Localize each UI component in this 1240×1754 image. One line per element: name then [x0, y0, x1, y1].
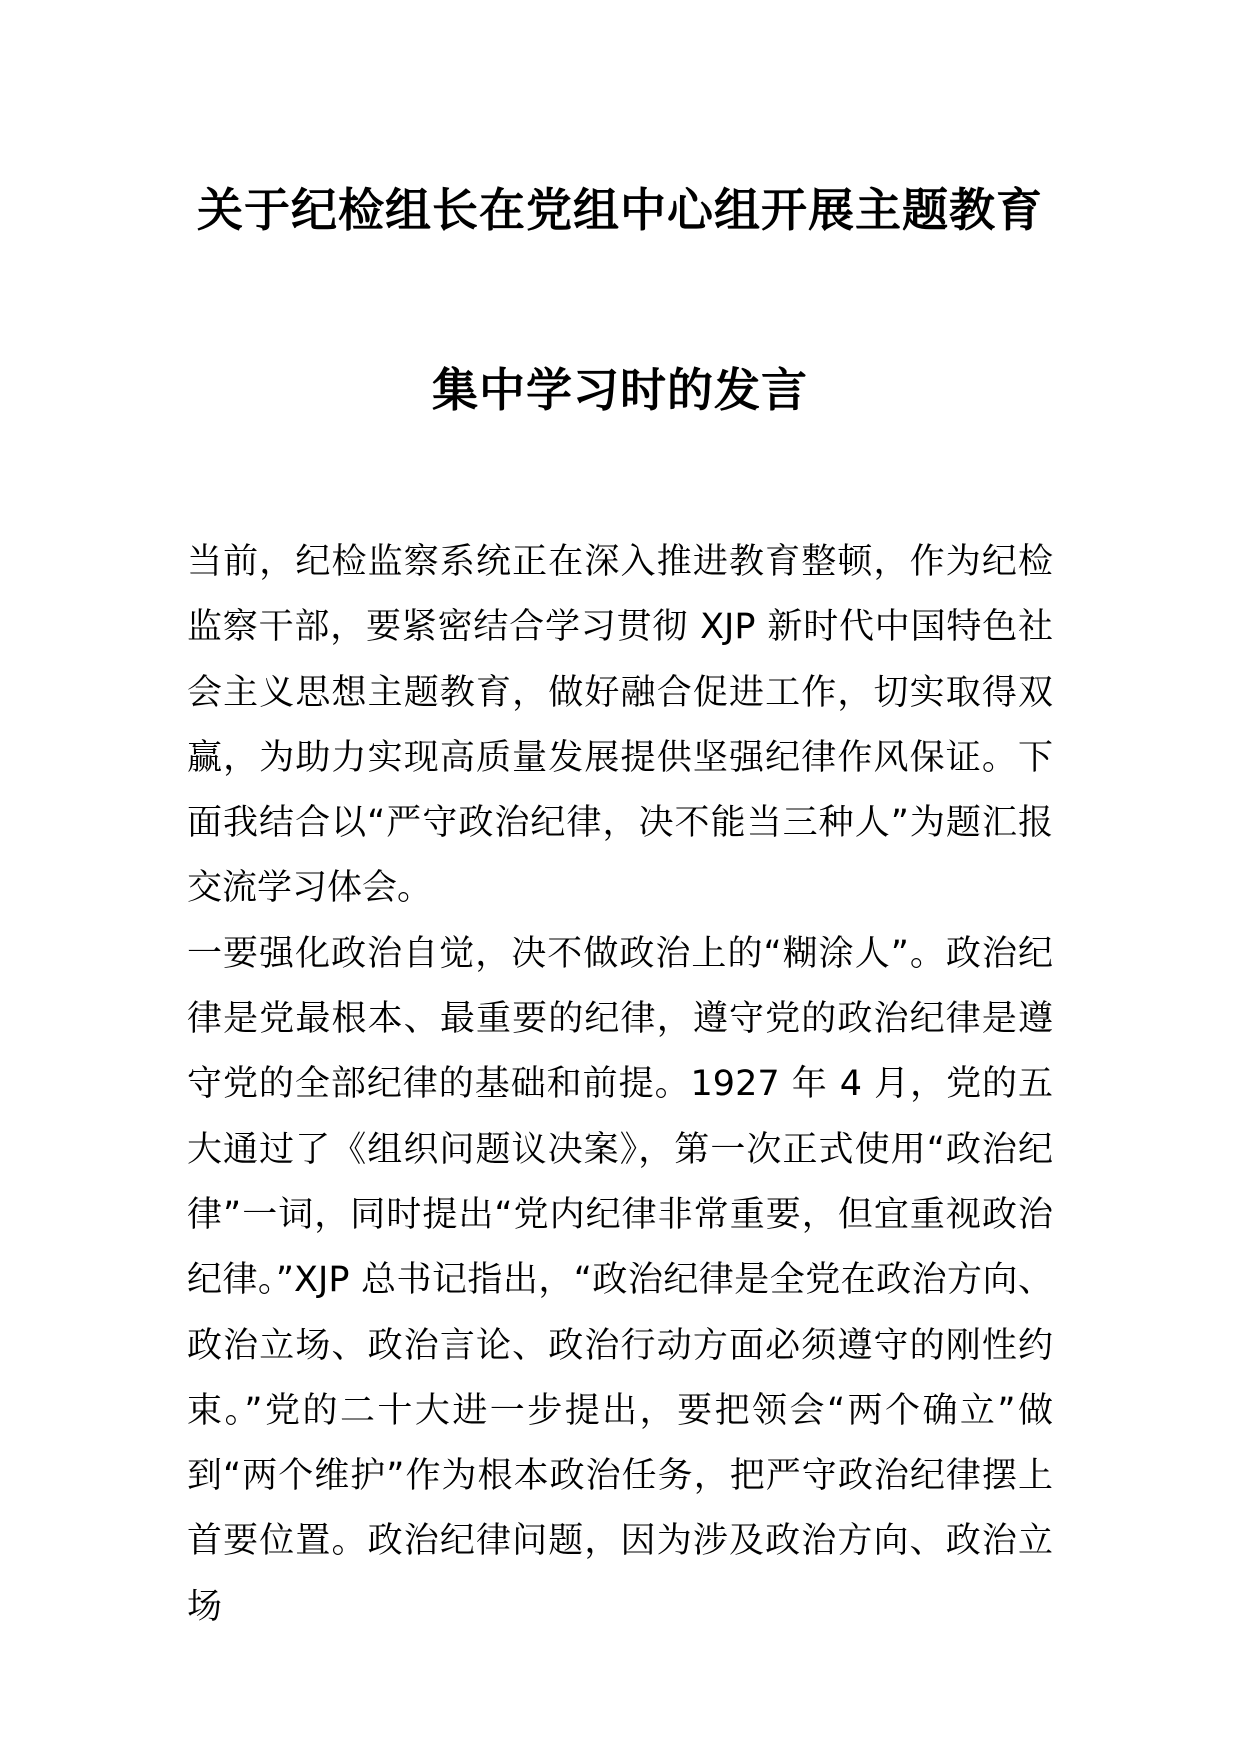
document-title-line-1: 关于纪检组长在党组中心组开展主题教育: [197, 183, 1043, 237]
document-body: [187, 530, 1053, 1640]
body-paragraph-1: 当前，纪检监察系统正在深入推进教育整顿，作为纪检监察干部，要紧密结合学习贯彻 XJP 新时代中国特色社会主义思想主题教育，做好融合促进工作，切实取得双赢，为助力实现高质量发展提供坚强纪律作风保证。下面我结合以“严守政治纪律，决不能当三种人”为题汇报交流学习体会。: [187, 542, 1053, 909]
body-paragraph-2: 一要强化政治自觉，决不做政治上的“糊涂人”。政治纪律是党最根本、最重要的纪律，遵守党的政治纪律是遵守党的全部纪律的基础和前提。1927 年 4 月，党的五大通过了《组织问题议决案》，第一次正式使用“政治纪律”一词，同时提出“党内纪律非常重要，但宜重视政治纪律。”XJP 总书记指出，“政治纪律是全党在政治方向、政治立场、政治言论、政治行动方面必须遵守的刚性约束。”党的二十大进一步提出，要把领会“两个确立”做到“两个维护”作为根本政治任务，把严守政治纪律摆上首要位置。政治纪律问题，因为涉及政治方向、政治立场: [187, 933, 1053, 1627]
document-title-line-2: 集中学习时的发言: [432, 363, 808, 417]
